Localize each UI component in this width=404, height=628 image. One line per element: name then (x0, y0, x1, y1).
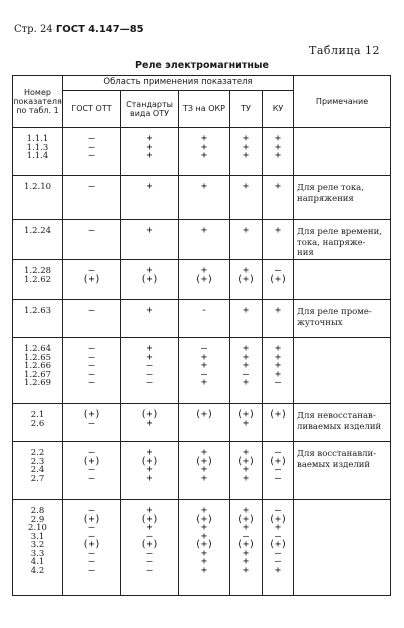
cell-value: + (242, 505, 250, 516)
cell-ku (263, 300, 294, 338)
cell-value: + (200, 530, 208, 542)
cell-value: + (200, 556, 208, 567)
table-row (13, 500, 391, 596)
cell-tu (230, 338, 263, 404)
cell-tz (179, 220, 230, 260)
cell-value: + (242, 360, 250, 371)
note-line: тока, напряже- (297, 237, 366, 248)
cell-value: (+) (236, 513, 256, 525)
cell-value: — (146, 360, 153, 371)
cell-value: + (275, 522, 282, 533)
cell-value: + (242, 556, 250, 567)
note-line: напряжения (297, 193, 354, 204)
cell-value: (+) (236, 409, 256, 420)
cell-value: (+) (140, 409, 159, 420)
cell-value: 3.1 (30, 531, 45, 542)
cell-tz (179, 300, 230, 338)
cell-value: + (242, 141, 250, 153)
note-line: ливаемых изделий (297, 421, 382, 432)
cell-gost-ott (63, 338, 121, 404)
cell-value (263, 420, 293, 429)
column-header-number: Номер показателя по табл. 1 (13, 76, 63, 128)
cell-number (13, 500, 63, 596)
cell-note (294, 128, 391, 176)
cell-value: + (200, 564, 208, 576)
cell-value: — (275, 447, 282, 458)
cell-tz (179, 338, 230, 404)
cell-standards (121, 300, 179, 338)
cell-value: — (275, 530, 282, 542)
cell-gost-ott (63, 220, 121, 260)
cell-value: — (88, 141, 95, 153)
cell-standards (121, 338, 179, 404)
cell-value: + (275, 360, 282, 371)
cell-value: + (242, 133, 250, 144)
cell-value: — (242, 368, 250, 380)
table-row (13, 404, 391, 442)
cell-gost-ott (63, 404, 121, 442)
column-header-ku: КУ (263, 91, 294, 128)
cell-value: (+) (82, 409, 101, 420)
cell-value: + (146, 265, 153, 276)
cell-value: — (200, 368, 208, 380)
cell-value: 2.3 (30, 456, 45, 467)
cell-tz (179, 260, 230, 300)
cell-note (294, 404, 391, 442)
gost-number: 4.147—85 (88, 24, 144, 35)
cell-ku (263, 338, 294, 404)
cell-value: + (146, 472, 153, 484)
cell-value: — (88, 472, 95, 484)
table-row (13, 338, 391, 404)
cell-value: — (88, 505, 95, 516)
cell-value: (+) (82, 455, 101, 467)
cell-value: 1.1.4 (26, 151, 49, 161)
cell-value: + (200, 447, 208, 458)
cell-value: + (146, 225, 153, 236)
cell-value: + (242, 265, 250, 276)
cell-tu (230, 128, 263, 176)
cell-value (179, 420, 229, 429)
cell-value: — (88, 351, 95, 363)
cell-value: (+) (140, 455, 159, 467)
column-header-standards: Стандарты вида ОТУ (121, 91, 179, 128)
cell-value: — (88, 150, 95, 161)
cell-value: — (88, 447, 95, 458)
cell-value: + (200, 265, 208, 276)
cell-value: + (200, 141, 208, 153)
cell-value: + (242, 447, 250, 458)
note-line: ваемых изделий (297, 459, 371, 470)
cell-value: + (242, 305, 250, 316)
note-line: Для восстанавли- (297, 449, 377, 459)
cell-note (294, 300, 391, 338)
cell-value: — (88, 368, 95, 380)
cell-value: + (146, 133, 153, 144)
cell-standards (121, 404, 179, 442)
cell-value: + (146, 343, 153, 354)
cell-gost-ott (63, 176, 121, 220)
cell-value: — (275, 505, 282, 516)
cell-note (294, 220, 391, 260)
cell-ku (263, 500, 294, 596)
note-line: ния (297, 248, 314, 258)
cell-tz (179, 404, 230, 442)
cell-standards (121, 500, 179, 596)
cell-value: + (275, 181, 282, 192)
cell-tz (179, 500, 230, 596)
cell-value: 2.8 (30, 506, 45, 516)
column-header-gost-ott: ГОСТ ОТТ (63, 91, 121, 128)
cell-value: 4.1 (30, 557, 45, 567)
cell-value: + (200, 547, 208, 559)
cell-number (13, 300, 63, 338)
cell-number (13, 176, 63, 220)
cell-value: + (242, 472, 250, 484)
cell-value: 1.2.69 (23, 378, 52, 388)
table-row (13, 220, 391, 260)
cell-value: + (200, 522, 208, 533)
cell-value: — (88, 305, 95, 316)
cell-value: + (146, 447, 153, 458)
cell-value: + (146, 150, 153, 161)
cell-value: — (88, 181, 95, 192)
cell-number (13, 220, 63, 260)
cell-standards (121, 128, 179, 176)
cell-standards (121, 442, 179, 500)
cell-value: + (200, 181, 208, 192)
cell-value: + (146, 417, 153, 429)
cell-value: + (200, 150, 208, 161)
cell-value: (+) (268, 273, 288, 285)
column-header-note: Примечание (294, 76, 391, 128)
cell-value: 2.7 (30, 473, 45, 484)
cell-value: — (146, 564, 153, 576)
cell-value: 2.6 (30, 418, 45, 429)
cell-tu (230, 442, 263, 500)
cell-value: + (146, 305, 153, 316)
cell-number (13, 128, 63, 176)
note-line: Для реле тока, (297, 183, 364, 193)
cell-value: 1.2.65 (23, 352, 52, 363)
cell-value: 1.1.3 (26, 142, 49, 153)
cell-note (294, 442, 391, 500)
table-row (13, 260, 391, 300)
cell-value: + (242, 547, 250, 559)
cell-value: — (88, 225, 95, 236)
cell-gost-ott (63, 500, 121, 596)
cell-value: 3.2 (30, 540, 45, 550)
cell-value: — (146, 377, 153, 388)
table-title: Реле электромагнитные (135, 60, 269, 71)
cell-value: 1.2.63 (23, 306, 52, 316)
cell-value: + (242, 343, 250, 354)
cell-value: (+) (82, 513, 101, 525)
cell-value: + (275, 368, 282, 380)
cell-number (13, 260, 63, 300)
cell-ku (263, 404, 294, 442)
cell-value: — (88, 265, 95, 276)
cell-value: — (88, 556, 95, 567)
gost-label: ГОСТ (55, 24, 85, 35)
column-header-tu: ТУ (230, 91, 263, 128)
cell-ku (263, 128, 294, 176)
cell-value: 1.2.62 (23, 274, 52, 285)
cell-value: — (88, 377, 95, 388)
cell-value: 1.2.28 (23, 266, 52, 276)
cell-value: + (146, 351, 153, 363)
cell-value: + (242, 150, 250, 161)
cell-value: (+) (194, 273, 214, 285)
table-body (13, 128, 391, 596)
cell-gost-ott (63, 260, 121, 300)
cell-value: + (242, 225, 250, 236)
cell-value: (+) (140, 539, 159, 550)
cell-tu (230, 176, 263, 220)
cell-value: — (200, 343, 208, 354)
cell-value: (+) (268, 455, 288, 467)
cell-value: + (200, 225, 208, 236)
cell-value: — (88, 133, 95, 144)
note-line: Для невосстанав- (297, 411, 376, 421)
column-header-tz: ТЗ на ОКР (179, 91, 230, 128)
cell-value: (+) (236, 273, 256, 285)
cell-ku (263, 176, 294, 220)
page-header (14, 24, 144, 35)
cell-value: + (146, 505, 153, 516)
cell-value: (+) (268, 513, 288, 525)
cell-tz (179, 442, 230, 500)
cell-standards (121, 176, 179, 220)
cell-value: (+) (194, 409, 214, 420)
cell-value: + (275, 343, 282, 354)
cell-note (294, 176, 391, 220)
cell-tu (230, 500, 263, 596)
cell-value: — (88, 417, 95, 429)
cell-value: 2.4 (30, 465, 45, 475)
table-row (13, 128, 391, 176)
cell-value: (+) (268, 539, 288, 550)
cell-value: 1.2.10 (23, 182, 52, 192)
cell-ku (263, 442, 294, 500)
cell-value: + (146, 464, 153, 475)
cell-tu (230, 220, 263, 260)
cell-value: + (200, 505, 208, 516)
cell-tu (230, 260, 263, 300)
cell-value: 1.1.1 (26, 134, 49, 144)
cell-value: (+) (140, 273, 159, 285)
cell-value: + (200, 351, 208, 363)
cell-value: — (88, 522, 95, 533)
cell-value: — (275, 472, 282, 484)
table-row (13, 176, 391, 220)
cell-value: + (242, 377, 250, 388)
relay-table (12, 75, 391, 596)
cell-value: + (146, 181, 153, 192)
cell-value: — (88, 343, 95, 354)
cell-value: 3.3 (30, 548, 45, 559)
cell-value: + (275, 133, 282, 144)
cell-value: 2.9 (30, 514, 45, 525)
cell-value: + (242, 522, 250, 533)
column-header-area: Область применения показателя (63, 76, 294, 91)
cell-value: 2.2 (30, 448, 45, 458)
cell-tz (179, 176, 230, 220)
cell-note (294, 500, 391, 596)
cell-value: 1.2.24 (23, 226, 52, 236)
cell-value: — (275, 464, 282, 475)
cell-value: — (88, 564, 95, 576)
cell-value: — (275, 377, 282, 388)
cell-value: (+) (194, 513, 214, 525)
table-row (13, 300, 391, 338)
cell-ku (263, 260, 294, 300)
cell-value: + (242, 464, 250, 475)
note-line: Для реле времени, (297, 227, 382, 237)
cell-value: + (275, 351, 282, 363)
cell-value: — (146, 530, 153, 542)
cell-value: + (200, 133, 208, 144)
cell-standards (121, 220, 179, 260)
cell-value: 1.2.67 (23, 369, 52, 380)
cell-value: + (146, 141, 153, 153)
cell-value: + (242, 351, 250, 363)
cell-note (294, 338, 391, 404)
cell-value: — (275, 265, 282, 276)
cell-value: — (146, 547, 153, 559)
cell-gost-ott (63, 300, 121, 338)
cell-gost-ott (63, 442, 121, 500)
cell-value: + (275, 564, 282, 576)
cell-gost-ott (63, 128, 121, 176)
cell-value: — (88, 530, 95, 542)
cell-value: — (146, 368, 153, 380)
cell-standards (121, 260, 179, 300)
cell-value: + (275, 141, 282, 153)
cell-value: 2.1 (30, 410, 45, 420)
cell-value: — (146, 556, 153, 567)
cell-value: — (275, 547, 282, 559)
cell-value: — (88, 360, 95, 371)
cell-value: (+) (82, 273, 101, 285)
cell-value: + (275, 225, 282, 236)
cell-value: (+) (82, 539, 101, 550)
note-line: Для реле проме- (297, 307, 372, 317)
cell-value: + (242, 564, 250, 576)
cell-value: + (146, 522, 153, 533)
cell-tz (179, 128, 230, 176)
note-line: жуточных (297, 317, 343, 328)
cell-value: + (200, 377, 208, 388)
cell-value: — (88, 464, 95, 475)
cell-value: 4.2 (30, 565, 45, 576)
cell-value: — (242, 530, 250, 542)
cell-value: + (275, 150, 282, 161)
cell-ku (263, 220, 294, 260)
cell-value: (+) (194, 539, 214, 550)
cell-value: 1.2.66 (23, 361, 52, 371)
cell-value: (+) (194, 455, 214, 467)
cell-value: (+) (268, 409, 288, 420)
cell-number (13, 404, 63, 442)
table-row (13, 442, 391, 500)
cell-number (13, 338, 63, 404)
cell-value: 2.10 (28, 523, 47, 533)
cell-value: (+) (140, 513, 159, 525)
cell-note (294, 260, 391, 300)
cell-value: - (200, 305, 208, 316)
cell-value: + (242, 181, 250, 192)
table-label: Таблица 12 (309, 44, 380, 57)
cell-value: (+) (236, 539, 256, 550)
cell-value: — (275, 556, 282, 567)
cell-value: + (200, 472, 208, 484)
cell-value: (+) (236, 455, 256, 467)
cell-value: + (200, 464, 208, 475)
page-number: Стр. 24 (14, 24, 53, 35)
cell-tu (230, 300, 263, 338)
cell-tu (230, 404, 263, 442)
cell-value: + (200, 360, 208, 371)
cell-value: 1.2.64 (23, 344, 52, 354)
cell-number (13, 442, 63, 500)
cell-value: — (88, 547, 95, 559)
cell-value: + (242, 417, 250, 429)
cell-value: + (275, 305, 282, 316)
